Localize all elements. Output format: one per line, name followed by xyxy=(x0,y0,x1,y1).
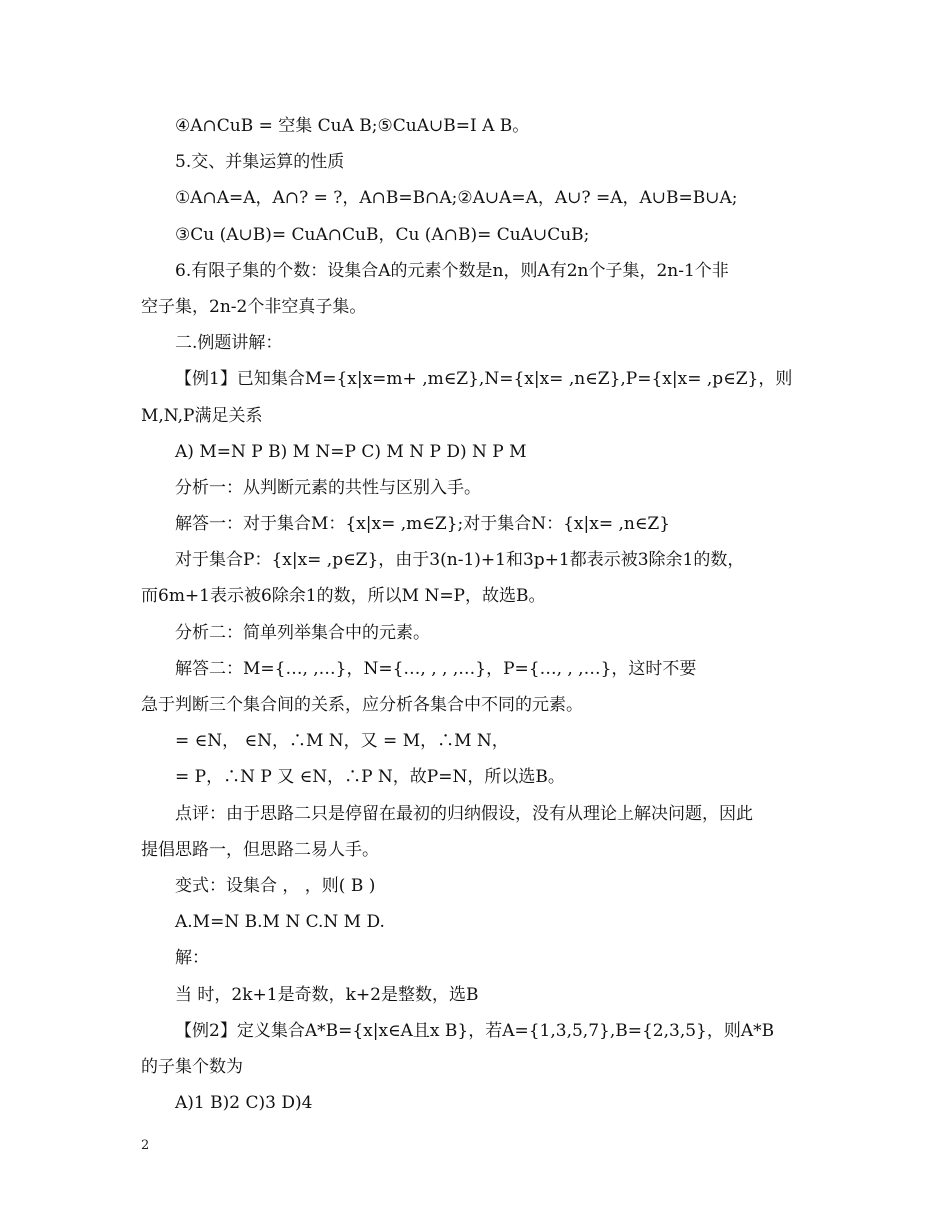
text-line: 分析二：简单列举集合中的元素。 xyxy=(175,622,430,643)
text-line: ④A∩CuB = 空集 CuA B;⑤CuA∪B=I A B。 xyxy=(175,116,530,136)
text-line: = P，∴N P 又 ∈N，∴P N，故P=N，所以选B。 xyxy=(175,767,565,788)
text-line: 提倡思路一，但思路二易人手。 xyxy=(141,839,379,860)
text-line: 【例2】定义集合A*B={x|x∈A且x B}，若A={1,3,5,7},B={2,3,5}，则A*B xyxy=(175,1020,775,1041)
text-line: A)1 B)2 C)3 D)4 xyxy=(175,1093,313,1114)
text-line: 6.有限子集的个数：设集合A的元素个数是n，则A有2n个子集，2n-1个非 xyxy=(175,260,729,281)
page-number: 2 xyxy=(141,1138,150,1153)
text-line: 空子集，2n-2个非空真子集。 xyxy=(141,296,367,317)
text-line: ③Cu (A∪B)= CuA∩CuB，Cu (A∩B)= CuA∪CuB; xyxy=(175,224,590,245)
text-line: 而6m+1表示被6除余1的数，所以M N=P，故选B。 xyxy=(141,586,546,607)
text-line: 当 时，2k+1是奇数，k+2是整数，选B xyxy=(175,984,479,1005)
text-line: 二.例题讲解： xyxy=(175,333,283,354)
text-line: ①A∩A=A，A∩? = ?，A∩B=B∩A;②A∪A=A，A∪? =A，A∪B=B∪A; xyxy=(175,188,738,209)
text-line: M,N,P满足关系 xyxy=(141,405,263,426)
text-line: 分析一：从判断元素的共性与区别入手。 xyxy=(175,477,481,498)
text-line: 急于判断三个集合间的关系，应分析各集合中不同的元素。 xyxy=(141,695,583,715)
text-line: 的子集个数为 xyxy=(141,1056,243,1077)
text-line: 5.交、并集运算的性质 xyxy=(175,152,345,173)
text-line: = ∈N， ∈N，∴M N，又 = M，∴M N， xyxy=(175,731,509,752)
text-line: 变式：设集合 ， ，则( B ) xyxy=(175,875,376,896)
text-line: 解答一：对于集合M：{x|x= ,m∈Z};对于集合N：{x|x= ,n∈Z} xyxy=(175,514,671,535)
text-line: 点评：由于思路二只是停留在最初的归纳假设，没有从理论上解决问题，因此 xyxy=(175,803,753,824)
text-line: A.M=N B.M N C.N M D. xyxy=(175,912,385,933)
text-line: 对于集合P：{x|x= ,p∈Z}，由于3(n-1)+1和3p+1都表示被3除余1的数， xyxy=(175,550,745,571)
text-line: 解答二：M={…, ,…}，N={…, , , ,…}，P={…, , ,…}，这时不要 xyxy=(175,658,697,679)
text-line: A) M=N P B) M N=P C) M N P D) N P M xyxy=(175,441,527,462)
text-line: 【例1】已知集合M={x|x=m+ ,m∈Z},N={x|x= ,n∈Z},P={x|x= ,p∈Z}，则 xyxy=(175,369,793,390)
page-body xyxy=(141,116,811,1129)
text-line: 解： xyxy=(175,948,209,969)
